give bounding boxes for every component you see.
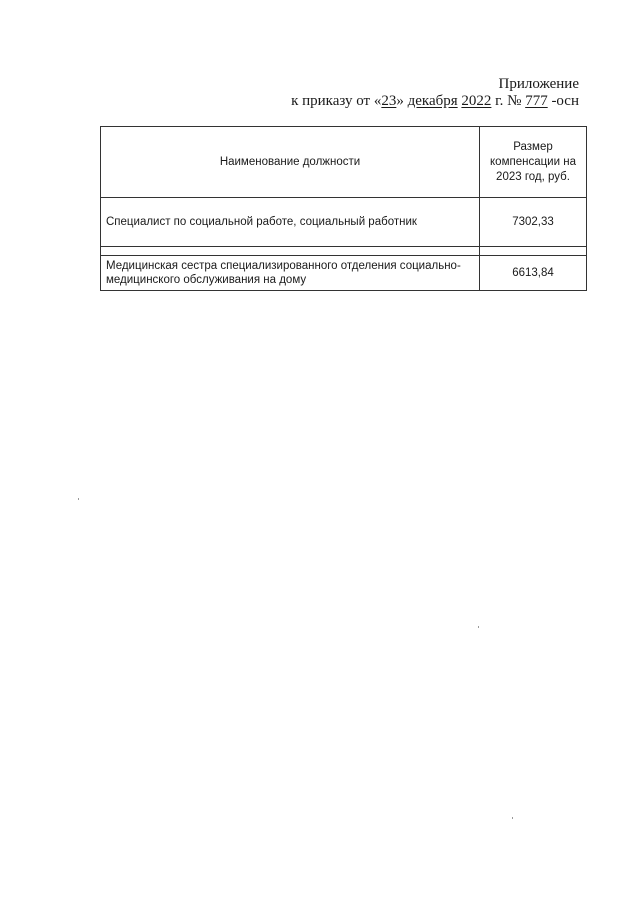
position-name-cell: Специалист по социальной работе, социальный работник (101, 198, 480, 247)
order-reference (291, 93, 579, 110)
compensation-value-cell: 7302,33 (480, 198, 587, 247)
scan-speck (512, 817, 513, 819)
order-number-suffix: -осн (551, 93, 579, 109)
document-header (291, 76, 579, 110)
order-month: декабря (407, 93, 458, 109)
order-day: 23 (381, 93, 397, 109)
compensation-value-cell: 6613,84 (480, 256, 587, 291)
order-prefix: к приказу от « (291, 93, 382, 109)
header-compensation-amount: Размер компенсации на 2023 год, руб. (480, 127, 587, 198)
position-name-cell: Медицинская сестра специализированного отделения социально-медицинского обслуживания на дому (101, 256, 480, 291)
gap-cell (480, 247, 587, 256)
order-number: 777 (525, 93, 548, 109)
scan-speck (78, 498, 79, 500)
table-header-row (101, 127, 587, 198)
gap-cell (101, 247, 480, 256)
table-row (101, 256, 587, 291)
appendix-title: Приложение (498, 76, 579, 92)
order-year: 2022 (461, 93, 492, 109)
compensation-table (100, 126, 587, 291)
table-row-gap (101, 247, 587, 256)
order-year-suffix: г. № (495, 93, 522, 109)
table-row (101, 198, 587, 247)
scan-speck (478, 626, 479, 628)
order-quote-close: » (396, 93, 404, 109)
header-position-name: Наименование должности (101, 127, 480, 198)
